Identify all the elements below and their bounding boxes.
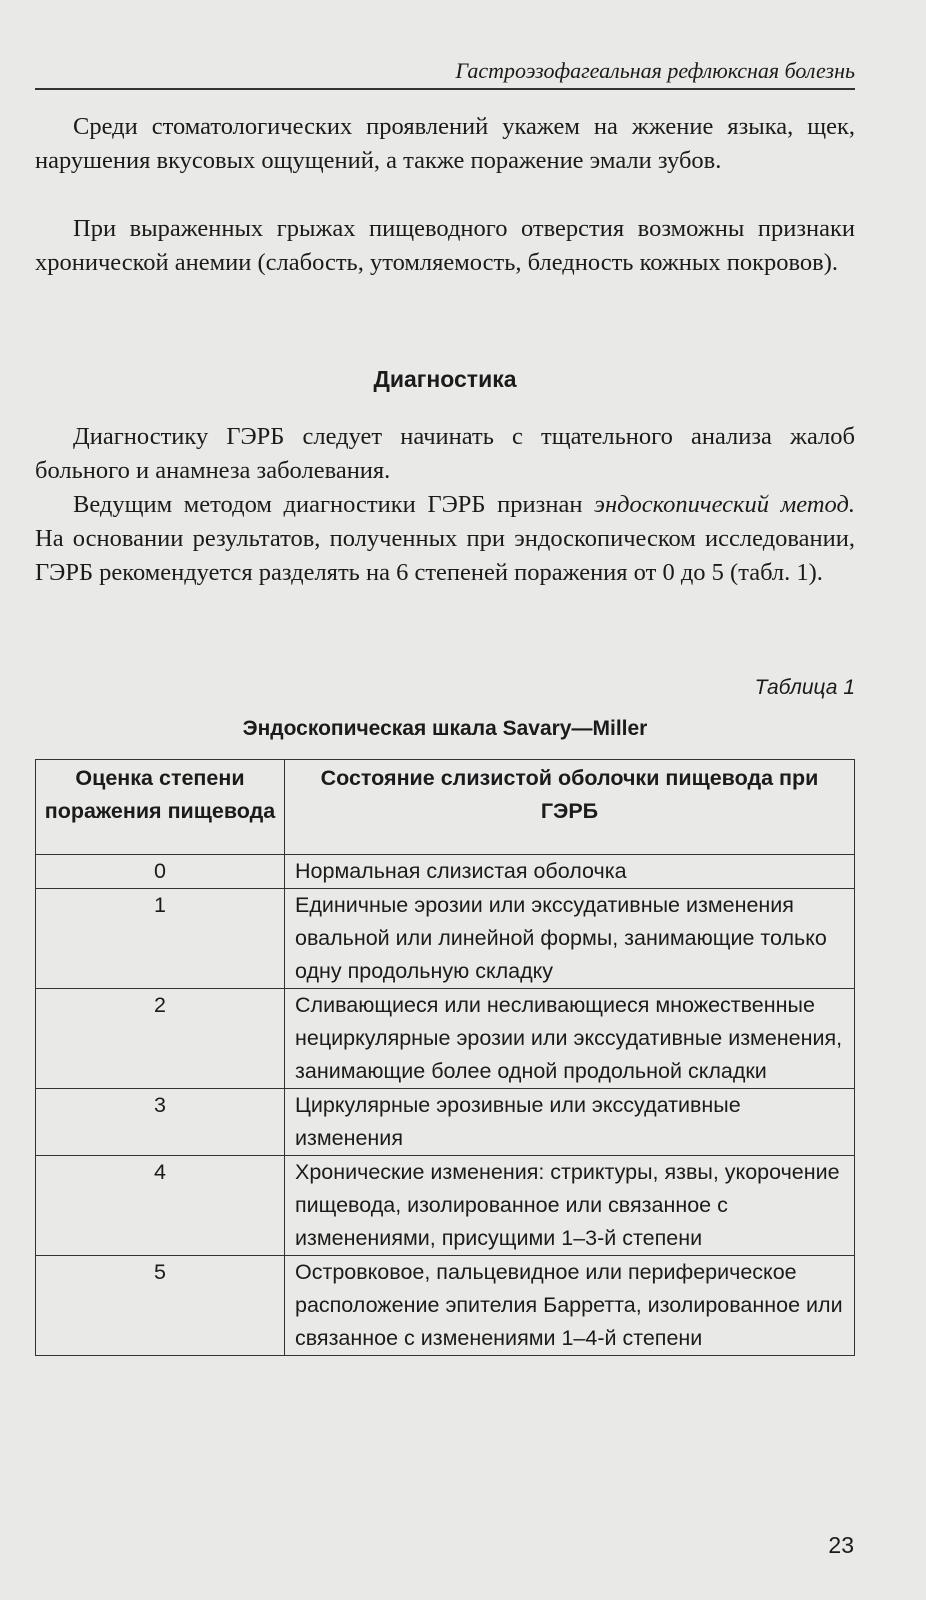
grade-cell: 0 (36, 855, 285, 889)
table-row (36, 1089, 855, 1156)
grade-cell: 1 (36, 889, 285, 989)
description-cell: Нормальная слизистая оболочка (285, 855, 855, 889)
paragraph-hernia: При выраженных грыжах пищеводного отверстия возможны признаки хронической анемии (слабость, утомляемость, бледность кожных покровов). (35, 215, 855, 276)
table-label: Таблица 1 (754, 676, 855, 699)
description-cell: Единичные эрозии или экссудативные изменения овальной или линейной формы, занимающие только одну продольную складку (285, 889, 855, 989)
emphasis-text: эндоскопический метод. (594, 491, 855, 518)
page-number: 23 (828, 1532, 854, 1558)
section-heading: Диагностика (373, 366, 517, 392)
table-header-row (36, 760, 855, 855)
grade-cell: 5 (36, 1256, 285, 1356)
grade-cell: 3 (36, 1089, 285, 1156)
description-cell: Сливающиеся или несливающиеся множественные нециркулярные эрозии или экссудативные изменения, занимающие более одной продольной складки (285, 989, 855, 1089)
table-row (36, 889, 855, 989)
table-title: Эндоскопическая шкала Savary—Miller (242, 717, 648, 740)
table-row (36, 989, 855, 1089)
text-run: Ведущим методом диагностики ГЭРБ признан (73, 491, 595, 518)
header-mucosa-state: Состояние слизистой оболочки пищевода при ГЭРБ (285, 760, 855, 855)
grade-cell: 4 (36, 1156, 285, 1256)
description-cell: Хронические изменения: стриктуры, язвы, укорочение пищевода, изолированное или связанное с изменениями, присущими 1–3-й степени (285, 1156, 855, 1256)
description-cell: Циркулярные эрозивные или экссудативные изменения (285, 1089, 855, 1156)
paragraph-stomatology: Среди стоматологических проявлений укажем на жжение языка, щек, нарушения вкусовых ощущений, а также поражение эмали зубов. (35, 113, 855, 174)
paragraph-endoscopic-method (35, 488, 855, 590)
grade-cell: 2 (36, 989, 285, 1089)
table-row (36, 1156, 855, 1256)
running-head: Гастроэзофагеальная рефлюксная болезнь (35, 58, 855, 90)
table-row (36, 1256, 855, 1356)
description-cell: Островковое, пальцевидное или периферическое расположение эпителия Барретта, изолированное или связанное с изменениями 1–4-й степени (285, 1256, 855, 1356)
header-grade: Оценка степени поражения пищевода (36, 760, 285, 855)
savary-miller-table (35, 759, 855, 1356)
text-run: На основании результатов, полученных при эндоскопическом исследовании, ГЭРБ рекомендуется разделять на 6 степеней поражения от 0 до 5 (табл. 1). (35, 525, 855, 586)
paragraph-diagnostics-start: Диагностику ГЭРБ следует начинать с тщательного анализа жалоб больного и анамнеза заболевания. (35, 423, 855, 484)
table-row (36, 855, 855, 889)
